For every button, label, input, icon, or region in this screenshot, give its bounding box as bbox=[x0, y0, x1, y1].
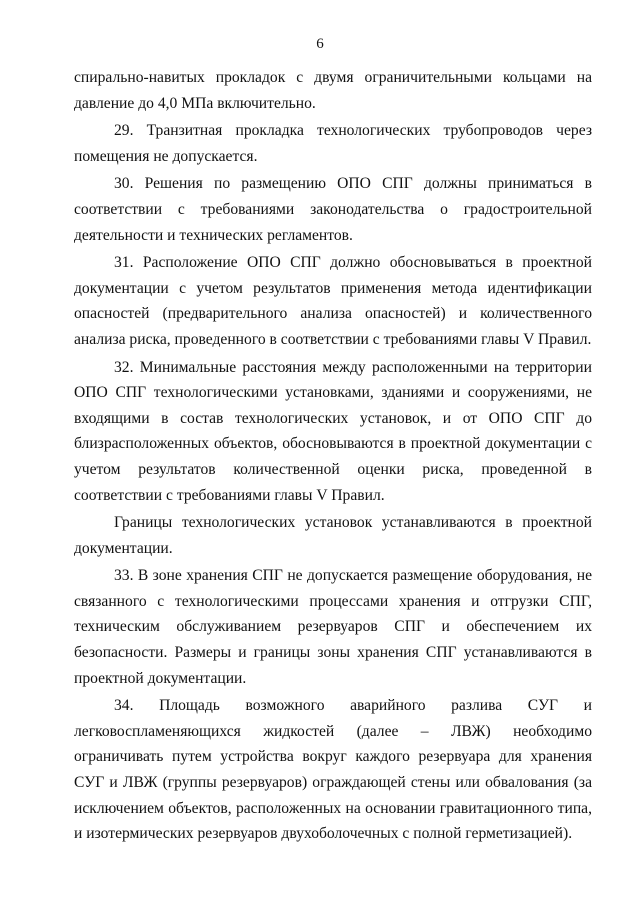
paragraph-33: 33. В зоне хранения СПГ не допускается размещение оборудования, не связанного с технологическими процессами хранения и отгрузки СПГ, техническим обслуживанием резервуаров СПГ и обеспечением их безопасности. Размеры и границы зоны хранения СПГ устанавливаются в проектной документации. bbox=[74, 567, 592, 687]
paragraph-34: 34. Площадь возможного аварийного разлива СУГ и легковоспламеняющихся жидкостей (далее – ЛВЖ) необходимо ограничивать путем устройства вокруг каждого резервуара для хранения СУГ и ЛВЖ (группы резервуаров) ограждающей стены или обвалования (за исключением объектов, расположенных на основании гравитационного типа, и изотермических резервуаров двухоболочечных с полной герметизацией). bbox=[74, 697, 592, 843]
paragraph-continuation: спирально-навитых прокладок с двумя ограничительными кольцами на давление до 4,0 МПа включительно. bbox=[74, 69, 592, 112]
paragraph-30: 30. Решения по размещению ОПО СПГ должны приниматься в соответствии с требованиями законодательства о градостроительной деятельности и технических регламентов. bbox=[74, 175, 592, 244]
paragraph-29: 29. Транзитная прокладка технологических трубопроводов через помещения не допускается. bbox=[74, 122, 592, 165]
document-body bbox=[74, 65, 592, 847]
page-number: 6 bbox=[316, 36, 324, 52]
paragraph-32: 32. Минимальные расстояния между расположенными на территории ОПО СПГ технологическими установками, зданиями и сооружениями, не входящими в состав технологических установок, и от ОПО СПГ до близрасположенных объектов, обосновываются в проектной документации с учетом результатов количественной оценки риска, проведенной в соответствии с требованиями главы V Правил. bbox=[74, 358, 592, 504]
paragraph-31: 31. Расположение ОПО СПГ должно обосновываться в проектной документации с учетом результатов применения метода идентификации опасностей (предварительного анализа опасностей) и количественного анализа риска, проведенного в соответствии с требованиями главы V Правил. bbox=[74, 254, 592, 348]
paragraph-boundaries: Границы технологических установок устанавливаются в проектной документации. bbox=[74, 514, 592, 557]
